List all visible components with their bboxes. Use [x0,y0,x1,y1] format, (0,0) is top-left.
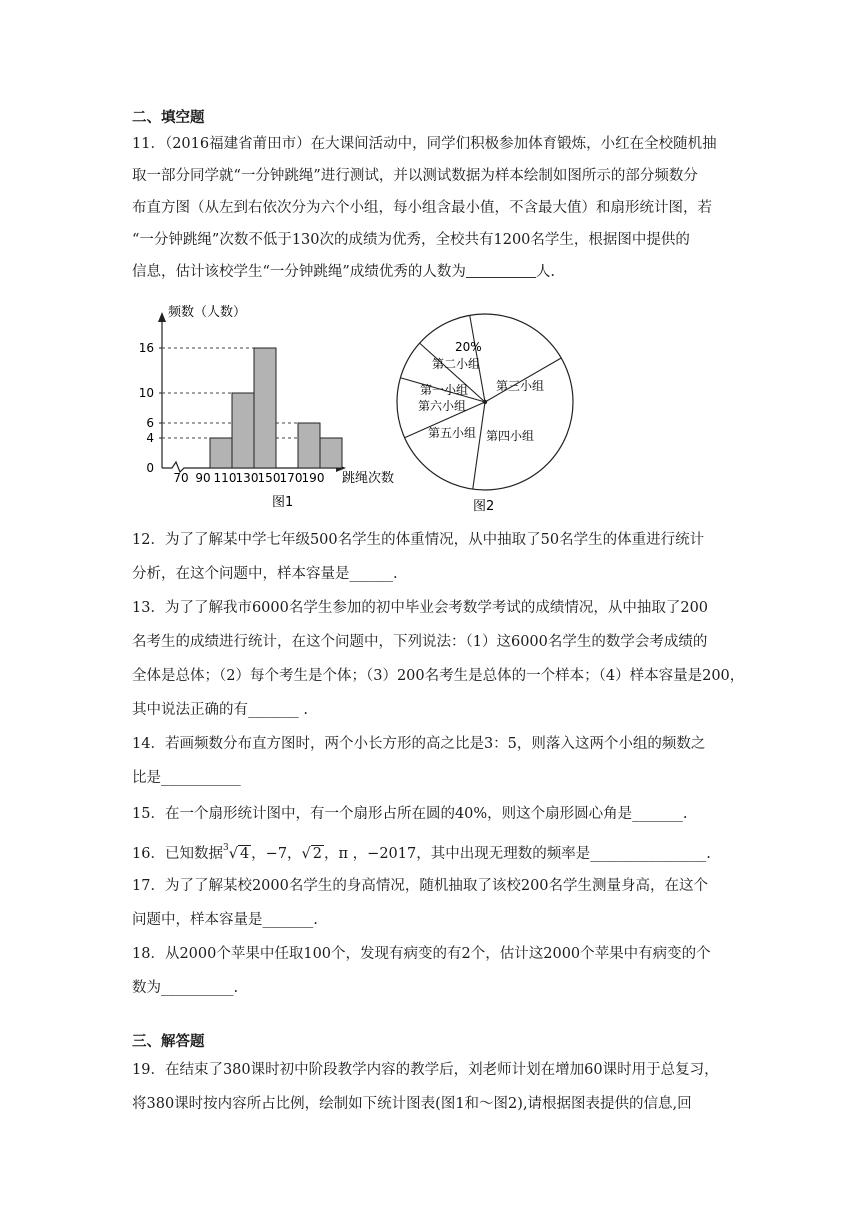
cube-root-radicand: 4 [239,845,250,862]
hist-x-tick-110: 110 [213,471,237,485]
hist-y-tick-0: 0 [146,461,154,475]
q16-text-a: 16．已知数据 [132,845,223,862]
q11-line-1: 11．（2016福建省莆田市）在大课间活动中，同学们积极参加体育锻炼，小红在全校随机抽 [132,136,717,152]
q16-line-1 [132,836,711,868]
pie-label-group-6: 第六小组 [418,399,467,413]
section-heading-answer: 三、解答题 [132,1033,205,1050]
hist-y-tick-4: 4 [146,431,154,445]
hist-x-label: 跳绳次数 [342,471,395,486]
hist-bar-190-210 [320,438,342,468]
pie-label-group-5: 第五小组 [428,426,477,440]
hist-y-tick-16: 16 [140,341,154,355]
pie-label-group-4: 第四小组 [486,429,535,443]
cube-root-index: 3 [222,843,229,853]
hist-x-tick-170: 170 [279,471,303,485]
section-heading-fill-in: 二、填空题 [132,109,205,126]
q13-line-3: 全体是总体；（2）每个考生是个体；（3）200名考生是总体的一个样本；（4）样本容量是200， [132,668,745,684]
figures [140,296,740,526]
hist-y-tick-6: 6 [146,416,154,430]
hist-title: 图1 [272,495,294,510]
q17-line-1: 17．为了了解某校2000名学生的身高情况，随机抽取了该校200名学生测量身高，在这个 [132,878,709,894]
hist-y-arrow [158,312,166,322]
q11-answer-blank[interactable] [466,263,536,278]
q18-line-1: 18．从2000个苹果中任取100个，发现有病变的有2个，估计这2000个苹果中有病变的个 [132,946,711,962]
hist-y-label: 频数（人数） [168,305,247,320]
q11-line-5-text: 信息，估计该校学生“一分钟跳绳”成绩优秀的人数为 [132,264,466,280]
sqrt-radicand: 2 [312,845,323,862]
hist-x-tick-130: 130 [235,471,259,485]
hist-bar-130-150 [254,348,276,468]
q14-line-1: 14．若画频数分布直方图时，两个小长方形的高之比是3：5，则落入这两个小组的频数之 [132,736,706,752]
q15-line-1: 15．在一个扇形统计图中，有一个扇形占所在圆的40%，则这个扇形圆心角是_______. [132,806,688,822]
q13-line-4: 其中说法正确的有_______ . [132,702,308,718]
q18-line-2: 数为__________. [132,980,239,996]
q11-line-4: “一分钟跳绳”次数不低于130次的成绩为优秀，全校共有1200名学生，根据图中提供的 [132,232,690,248]
q11-line-2: 取一部分同学就“一分钟跳绳”进行测试，并以测试数据为样本绘制如图所示的部分频数分 [132,168,698,184]
figures-svg [140,296,740,526]
pie-center-dot [483,400,487,404]
pie-chart [397,314,573,514]
hist-x-tick-150: 150 [257,471,281,485]
q13-line-1: 13．为了了解我市6000名学生参加的初中毕业会考数学考试的成绩情况，从中抽取了200 [132,600,709,616]
q17-line-2: 问题中，样本容量是_______. [132,912,318,928]
pie-label-group-1: 第一小组 [420,383,469,397]
q13-line-2: 名考生的成绩进行统计，在这个问题中，下列说法：（1）这6000名学生的数学会考成绩的 [132,634,708,650]
hist-bar-170-190 [298,423,320,468]
hist-x-tick-70: 70 [173,471,189,485]
hist-x-tick-90: 90 [195,471,211,485]
hist-bar-90-110 [210,438,232,468]
q14-line-2: 比是___________ [132,770,241,786]
pie-annotation-20pct: 20% [455,340,482,354]
sqrt-expression: √ 2 [301,845,323,862]
q12-line-2: 分析，在这个问题中，样本容量是______. [132,566,398,582]
q16-text-b: ，−7， [251,845,302,862]
q11-line-3: 布直方图（从左到右依次分为六个小组，每小组含最小值，不含最大值）和扇形统计图，若 [132,200,712,216]
q19-line-1: 19．在结束了380课时初中阶段教学内容的教学后，刘老师计划在增加60课时用于总复习， [132,1062,719,1078]
q19-line-2: 将380课时按内容所占比例，绘制如下统计图表(图1和～图2),请根据图表提供的信息,回 [132,1096,692,1112]
q16-text-c: ，π ，−2017，其中出现无理数的频率是________________. [324,845,711,862]
pie-title: 图2 [473,499,495,514]
histogram-chart [140,304,394,510]
hist-bar-110-130 [232,393,254,468]
pie-label-group-3: 第三小组 [496,379,545,393]
hist-x-tick-190: 190 [301,471,325,485]
q11-line-5 [132,258,555,286]
q11-line-5-tail: 人. [535,264,555,280]
pie-label-group-2: 第二小组 [432,357,481,371]
hist-y-tick-10: 10 [140,386,154,400]
q12-line-1: 12．为了了解某中学七年级500名学生的体重情况，从中抽取了50名学生的体重进行统计 [132,532,705,548]
cube-root-expression: $^3$√ 4 [222,843,250,862]
